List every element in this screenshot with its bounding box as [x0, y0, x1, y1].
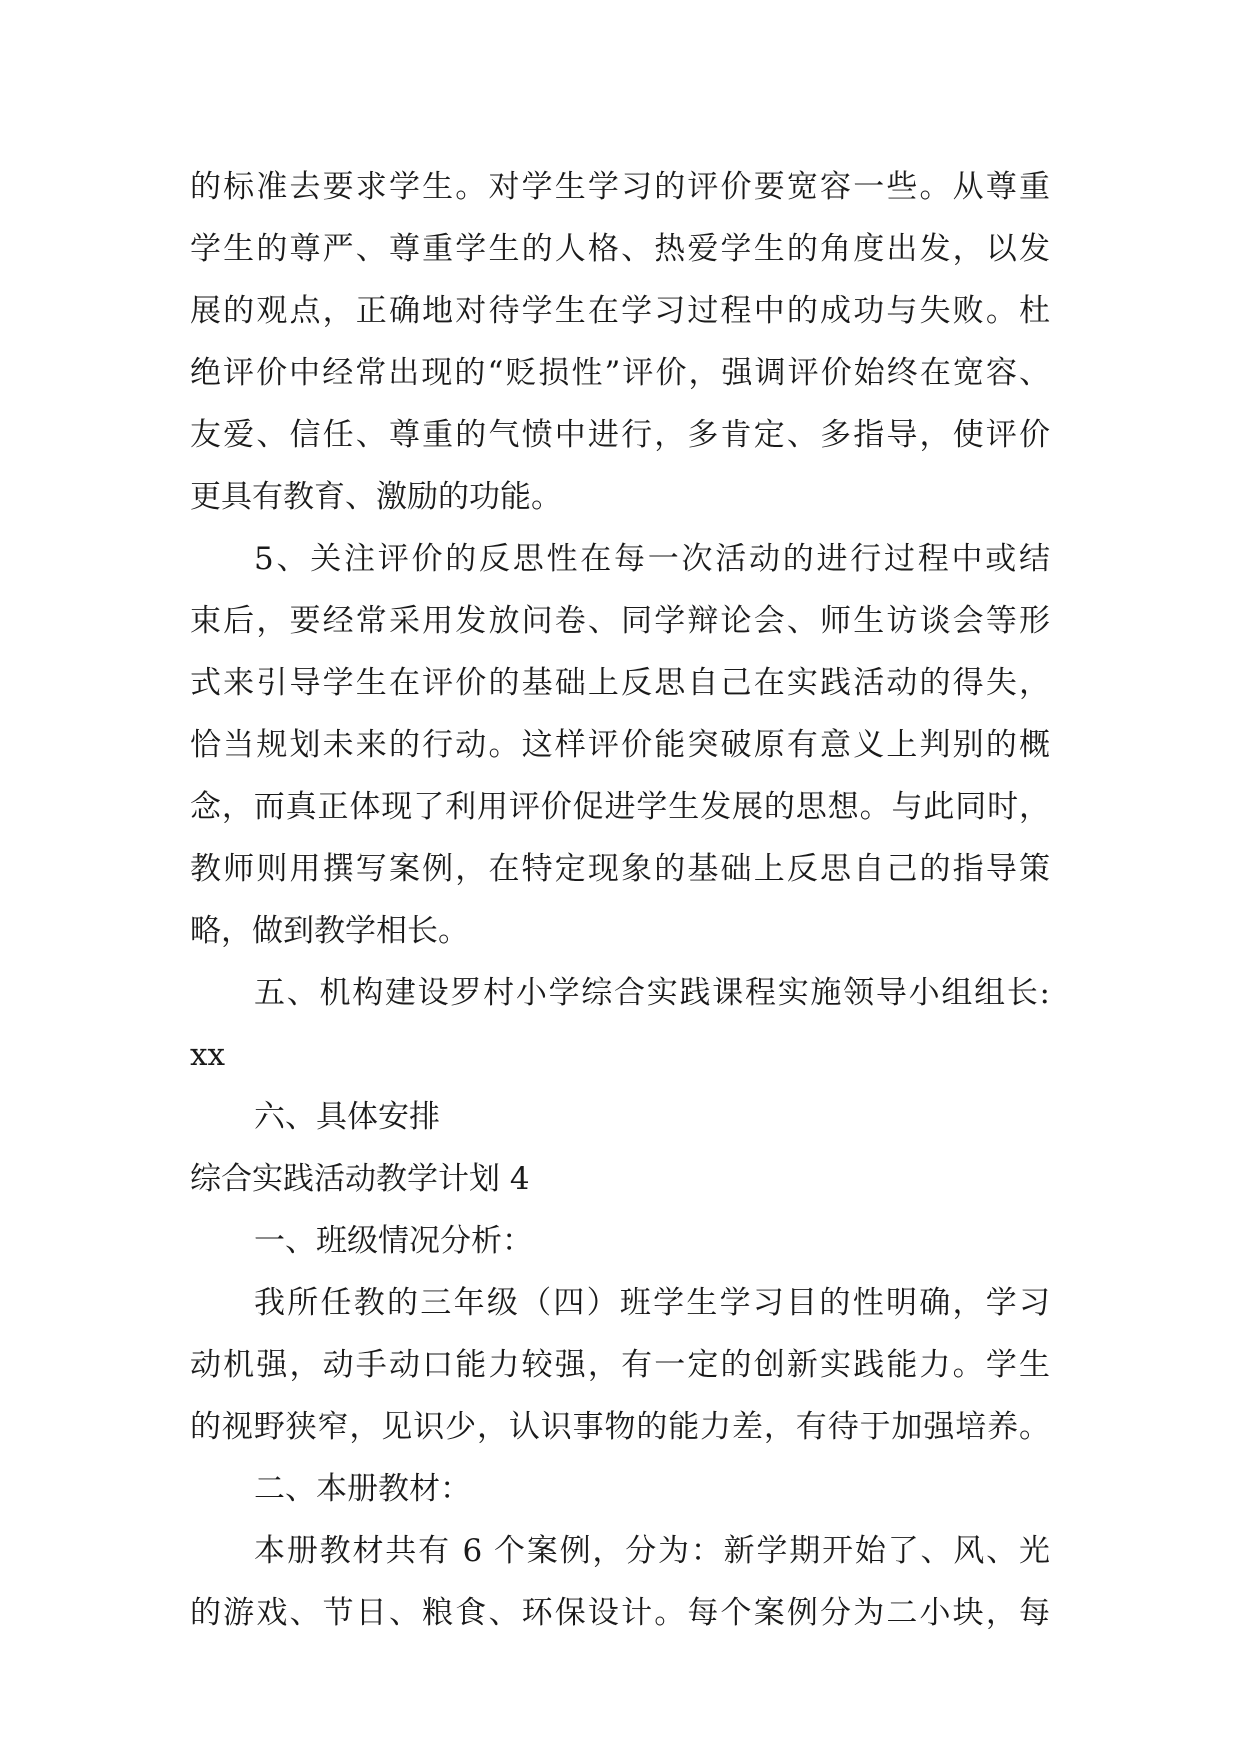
text-line: 动机强，动手动口能力较强，有一定的创新实践能力。学生	[190, 1347, 1050, 1383]
text-line: 友爱、信任、尊重的气愤中进行，多肯定、多指导，使评价	[190, 417, 1050, 453]
text-line: 展的观点，正确地对待学生在学习过程中的成功与失败。杜	[190, 293, 1050, 329]
text-line: 的标准去要求学生。对学生学习的评价要宽容一些。从尊重	[190, 169, 1050, 205]
text-line: xx	[190, 1037, 225, 1073]
text-line: 五、机构建设罗村小学综合实践课程实施领导小组组长:	[254, 975, 1050, 1011]
text-line: 本册教材共有 6 个案例，分为：新学期开始了、风、光	[254, 1533, 1050, 1569]
text-line: 5、关注评价的反思性在每一次活动的进行过程中或结	[254, 541, 1050, 577]
text-line: 的视野狭窄，见识少，认识事物的能力差，有待于加强培养。	[190, 1409, 1050, 1445]
text-line: 学生的尊严、尊重学生的人格、热爱学生的角度出发，以发	[190, 231, 1050, 267]
section-heading: 一、班级情况分析：	[254, 1223, 533, 1259]
text-line: 略，做到教学相长。	[190, 913, 469, 949]
text-line: 式来引导学生在评价的基础上反思自己在实践活动的得失，	[190, 665, 1050, 701]
section-heading: 六、具体安排	[254, 1099, 440, 1135]
text-line: 我所任教的三年级（四）班学生学习目的性明确，学习	[254, 1285, 1050, 1321]
text-line: 教师则用撰写案例，在特定现象的基础上反思自己的指导策	[190, 851, 1050, 887]
text-line: 念，而真正体现了利用评价促进学生发展的思想。与此同时，	[190, 789, 1050, 825]
text-line: 恰当规划未来的行动。这样评价能突破原有意义上判别的概	[190, 727, 1050, 763]
text-line: 束后，要经常采用发放问卷、同学辩论会、师生访谈会等形	[190, 603, 1050, 639]
text-line: 更具有教育、激励的功能。	[190, 479, 562, 515]
document-body	[190, 156, 1050, 1644]
section-heading: 二、本册教材：	[254, 1471, 471, 1507]
text-line: 绝评价中经常出现的“贬损性”评价，强调评价始终在宽容、	[190, 355, 1050, 391]
text-line: 的游戏、节日、粮食、环保设计。每个案例分为二小块，每	[190, 1595, 1050, 1631]
document-title: 综合实践活动教学计划 4	[190, 1161, 530, 1197]
